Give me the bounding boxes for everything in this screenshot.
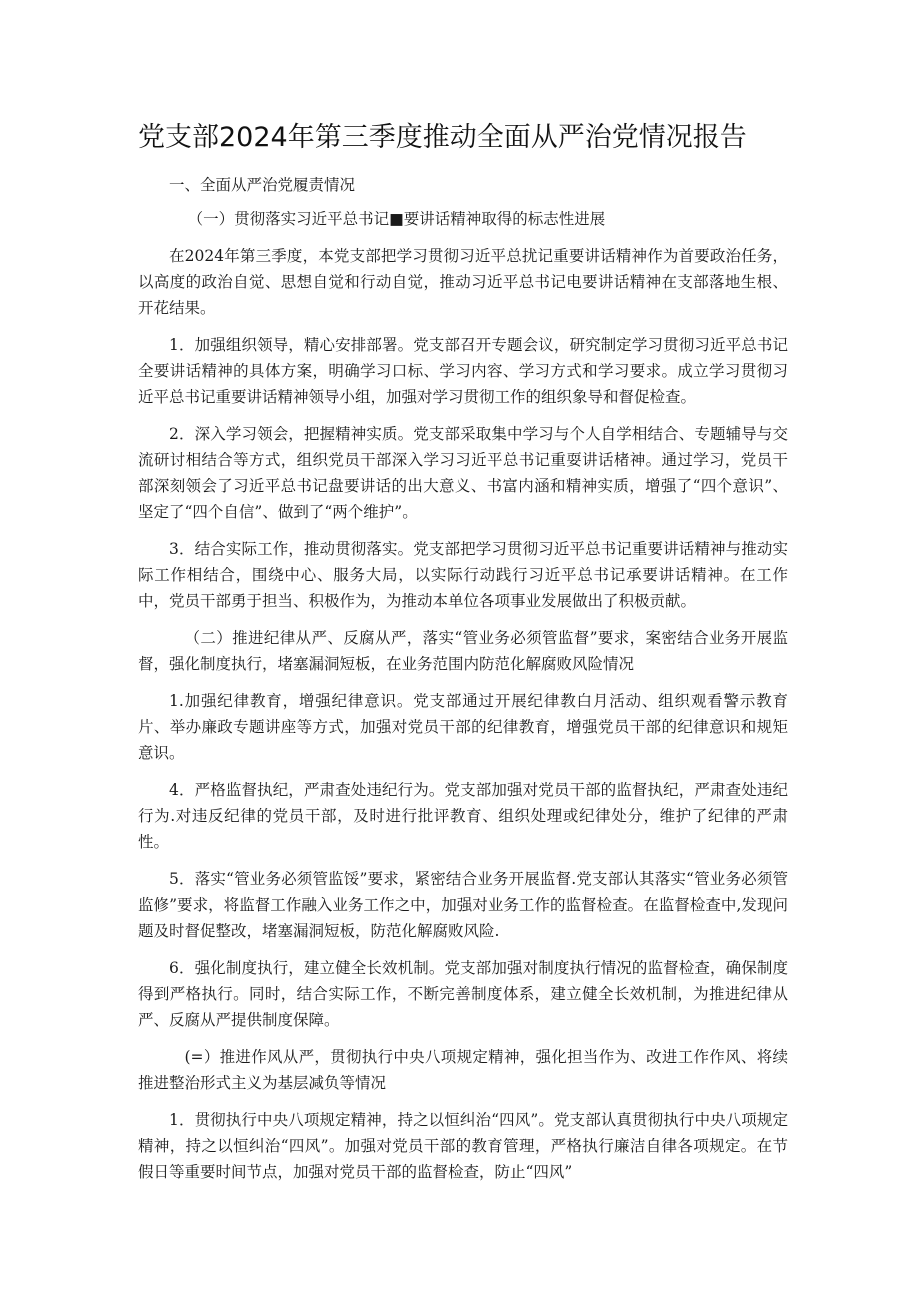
paragraph-item-4: 1.加强纪律教育，增强纪律意识。党支部通过开展纪律教白月活动、组织观看警示教育片、举办廉政专题讲座等方式，加强对党员干部的纪律教育，增强党员干部的纪律意识和规矩意识。: [138, 692, 788, 762]
paragraph-item-8: 1．贯彻执行中央八项规定精神，持之以恒纠治“四风”。党支部认真贯彻执行中央八项规定精神，持之以恒纠治“四风”。加强对党员干部的教育管理，严格执行廉洁自律各项规定。在节假日等重要时间节点，加强对党员干部的监督检查，防止“四风”: [138, 1111, 788, 1181]
document-body: [138, 172, 788, 1196]
document-title: 党支部2024年第三季度推动全面从严治党情况报告: [138, 122, 747, 153]
subsection-heading-1: （一）贯彻落实习近平总书记■要讲话精神取得的标志性进展: [187, 210, 606, 228]
paragraph-item-2: 2．深入学习领会，把握精神实质。党支部采取集中学习与个人自学相结合、专题辅导与交流研讨相结合等方式，组织党员干部深入学习习近平总书记重耍讲话楮神。通过学习，党员干部深刻领会了习近平总书记盘要讲话的出大意义、书富内涵和精神实质，增强了“四个意识”、坚定了“四个自信”、做到了“两个维护”。: [138, 425, 788, 521]
paragraph-item-6: 5．落实“管业务必须管监馁”要求，紧密结合业务开展监督.党支部认其落实“管业务必须管监修”要求，将监督工作融入业务工作之中，加强对业务工作的监督检查。在监督检查中,发现问题及时督促整改，堵塞漏洞短板，防范化解腐败风险.: [138, 870, 788, 940]
paragraph-item-3: 3．结合实际工作，推动贯彻落实。党支部把学习贯彻习近平总书记重要讲话精神与推动实际工作相结合，围绕中心、服务大局，以实际行动践行习近平总书记承要讲话精神。在工作中，党员干部勇于担当、积极作为，为推动本单位各项事业发展做出了积极贡献。: [138, 540, 788, 610]
paragraph-item-1: 1．加强组织领导，精心安排部署。党支部召开专题会议，研究制定学习贯彻习近平总书记全要讲话精神的具体方案，明确学习口标、学习内容、学习方式和学习要求。成立学习贯彻习近平总书记重要讲话精神领导小组，加强对学习贯彻工作的组织象导和督促检查。: [138, 336, 788, 406]
section-heading-1: 一、全面从严治党履责情况: [169, 176, 356, 194]
paragraph-item-5: 4．严格监督执纪，严肃查处违纪行为。党支部加强对党员干部的监督执纪，严肃查处违纪行为.对违反纪律的党员干部，及时进行批评教育、组织处理或纪律处分，维护了纪律的严肃性。: [138, 781, 788, 851]
subsection-heading-2: （二）推进纪律从严、反腐从严，落实“管业务必须管监督”要求，案密结合业务开展监督，强化制度执行，堵塞漏洞短板，在业务范围内防范化解腐败风险情况: [138, 629, 788, 673]
paragraph-item-7: 6．强化制度执行，建立健全长效机制。党支部加强对制度执行情况的监督检查，确保制度得到严格执行。同时，结合实际工作，不断完善制度体系，建立健全长效机制，为推进纪律从严、反腐从严提供制度保障。: [138, 959, 788, 1029]
subsection-heading-3: (=）推进作风从严，贯彻执行中央八项规定精神，强化担当作为、改进工作作风、将续推进整治形式主义为基层减负等情况: [138, 1048, 788, 1092]
paragraph-intro: 在2024年第三季度，本党支部把学习贯彻习近平总扰记重要讲话精神作为首要政治任务，以高度的政治自觉、思想自觉和行动自觉，推动习近平总书记电要讲话精神在支部落地生根、开花结果。: [138, 247, 788, 317]
